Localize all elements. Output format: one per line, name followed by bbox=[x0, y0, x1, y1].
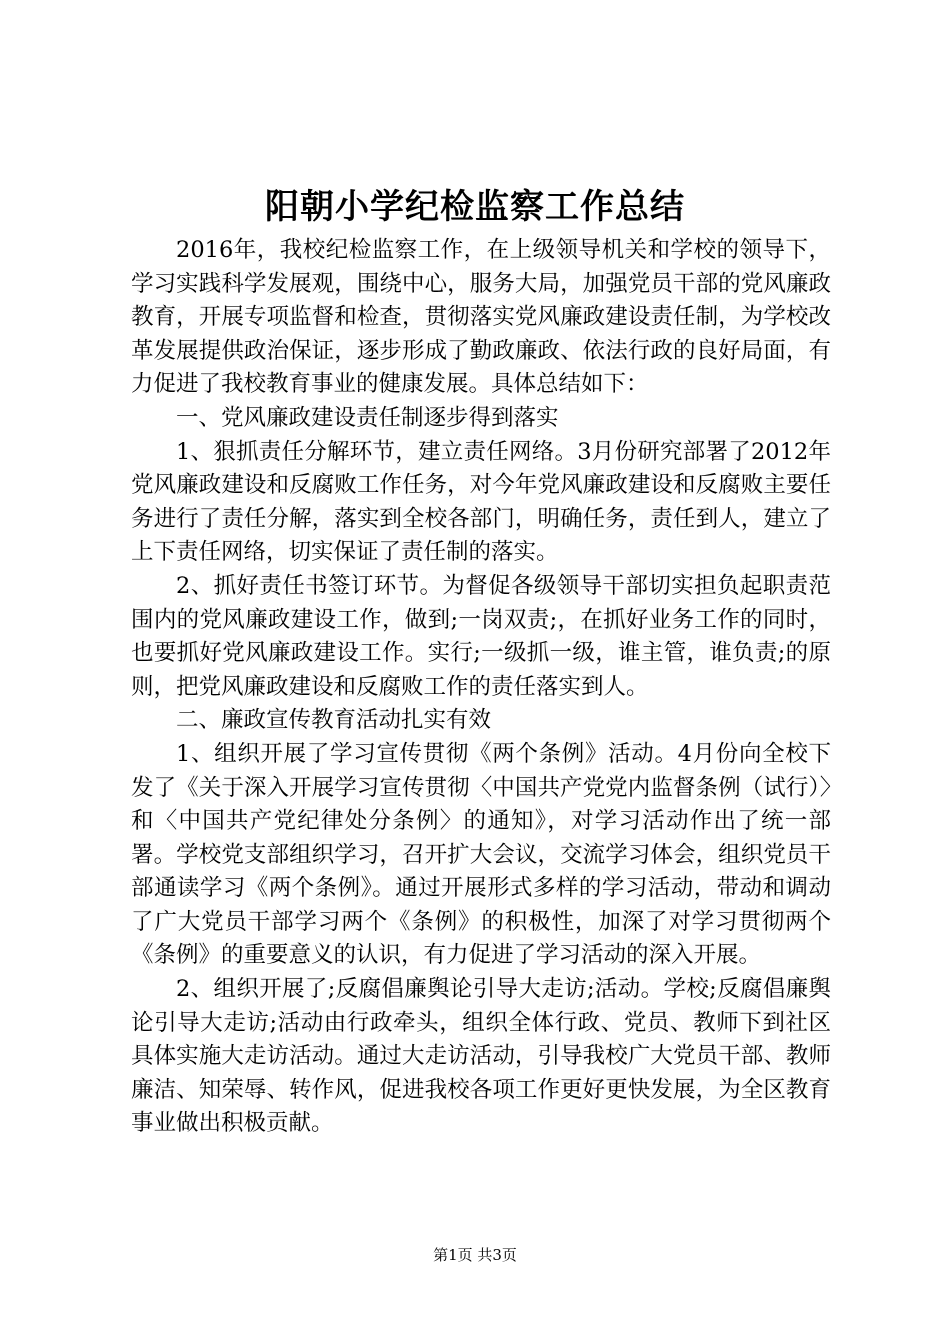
paragraph-1-2: 2、抓好责任书签订环节。为督促各级领导干部切实担负起职责范围内的党风廉政建设工作，做到;一岗双责;，在抓好业务工作的同时，也要抓好党风廉政建设工作。实行;一级抓一级，谁主管，谁负责;的原则，把党风廉政建设和反腐败工作的责任落实到人。 bbox=[131, 572, 831, 700]
page-number: 第1页 共3页 bbox=[433, 1246, 517, 1264]
paragraph-2-2: 2、组织开展了;反腐倡廉舆论引导大走访;活动。学校;反腐倡廉舆论引导大走访;活动由行政牵头，组织全体行政、党员、教师下到社区具体实施大走访活动。通过大走访活动，引导我校广大党员干部、教师廉洁、知荣辱、转作风，促进我校各项工作更好更快发展，为全区教育事业做出积极贡献。 bbox=[131, 976, 831, 1137]
paragraph-intro: 2016年，我校纪检监察工作，在上级领导机关和学校的领导下，学习实践科学发展观，围绕中心，服务大局，加强党员干部的党风廉政教育，开展专项监督和检查，贯彻落实党风廉政建设责任制，为学校改革发展提供政治保证，逐步形成了勤政廉政、依法行政的良好局面，有力促进了我校教育事业的健康发展。具体总结如下： bbox=[131, 237, 831, 398]
section-heading-1: 一、党风廉政建设责任制逐步得到落实 bbox=[176, 404, 559, 431]
paragraph-1-1: 1、狠抓责任分解环节，建立责任网络。3月份研究部署了2012年党风廉政建设和反腐败工作任务，对今年党风廉政建设和反腐败主要任务进行了责任分解，落实到全校各部门，明确任务，责任到人，建立了上下责任网络，切实保证了责任制的落实。 bbox=[131, 438, 831, 566]
paragraph-2-1: 1、组织开展了学习宣传贯彻《两个条例》活动。4月份向全校下发了《关于深入开展学习宣传贯彻〈中国共产党党内监督条例（试行）〉和〈中国共产党纪律处分条例〉的通知》，对学习活动作出了统一部署。学校党支部组织学习，召开扩大会议，交流学习体会，组织党员干部通读学习《两个条例》。通过开展形式多样的学习活动，带动和调动了广大党员干部学习两个《条例》的积极性，加深了对学习贯彻两个《条例》的重要意义的认识，有力促进了学习活动的深入开展。 bbox=[131, 740, 831, 969]
section-heading-2: 二、廉政宣传教育活动扎实有效 bbox=[176, 707, 492, 734]
document-body bbox=[131, 234, 831, 1141]
page-title: 阳朝小学纪检监察工作总结 bbox=[265, 187, 685, 227]
